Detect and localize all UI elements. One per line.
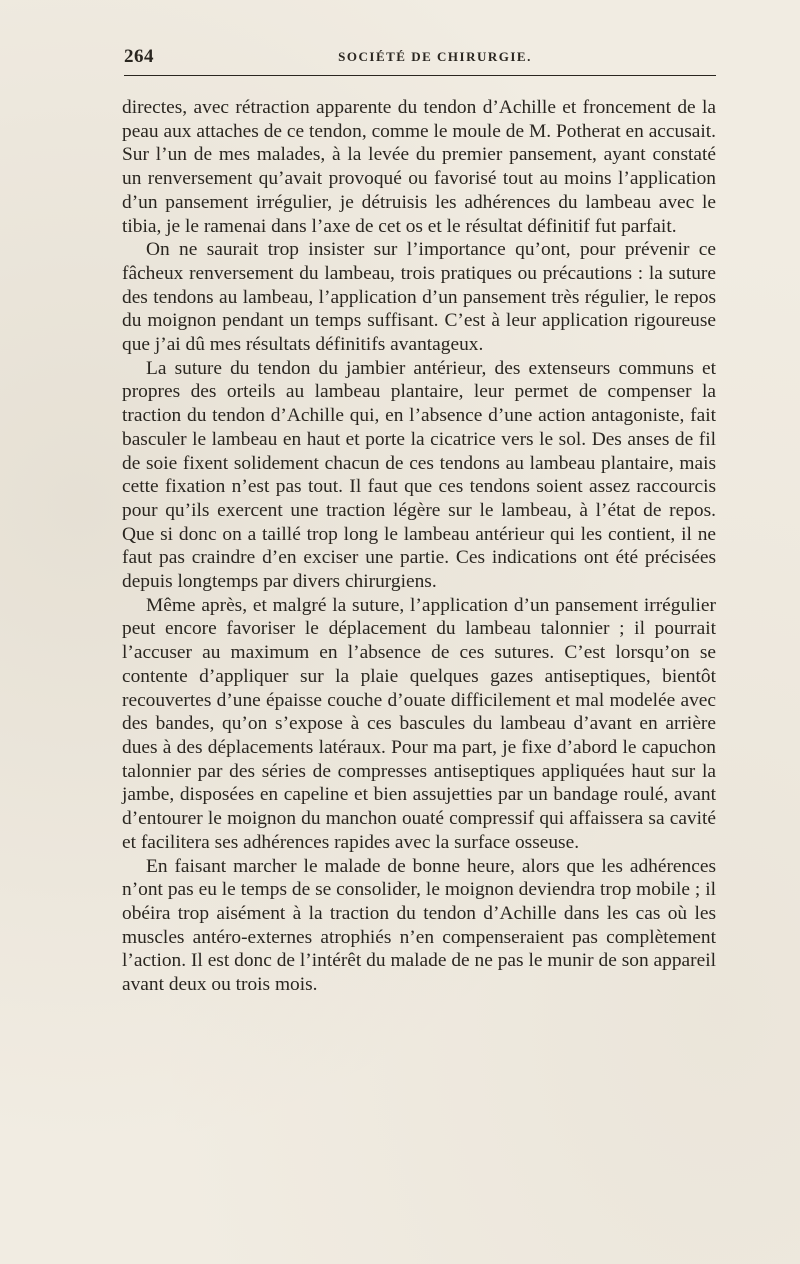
header-rule: [124, 75, 716, 76]
paragraph: directes, avec rétraction apparente du tendon d’Achille et froncement de la peau aux attaches de ce tendon, comme le moule de M. Potherat en accusait. Sur l’un de mes malades, à la levée du premier pansement, ayant constaté un renversement qu’avait provoqué ou favorisé tout au moins l’application d’un pansement irrégulier, je détruisis les adhérences du lambeau avec le tibia, je le ramenai dans l’axe de cet os et le résultat définitif fut parfait.: [122, 97, 716, 237]
paragraph: La suture du tendon du jambier antérieur, des extenseurs communs et propres des orteils au lambeau plantaire, leur permet de compenser la traction du tendon d’Achille qui, en l’absence d’une action antagoniste, fait basculer le lambeau en haut et porte la cicatrice vers le sol. Des anses de fil de soie fixent solidement chacun de ces tendons au lambeau plantaire, mais cette fixation n’est pas tout. Il faut que ces tendons soient assez raccourcis pour qu’ils exercent une traction légère sur le lambeau, à l’état de repos. Que si donc on a taillé trop long le lambeau antérieur qui les contient, il ne faut pas craindre d’en exciser une partie. Ces indications ont été précisées depuis longtemps par divers chirurgiens.: [122, 357, 716, 593]
body-text: [122, 96, 716, 997]
paragraph: Même après, et malgré la suture, l’application d’un pansement irrégulier peut encore favoriser le déplacement du lambeau talonnier ; il pourrait l’accuser au maximum en l’absence de ces sutures. C’est lorsqu’on se contente d’appliquer sur la plaie quelques gazes antiseptiques, bientôt recouvertes d’une épaisse couche d’ouate difficilement et mal modelée avec des bandes, qu’on s’expose à ces bascules du lambeau d’avant en arrière dues à des déplacements latéraux. Pour ma part, je fixe d’abord le capuchon talonnier par des séries de compresses antiseptiques appliquées haut sur la jambe, disposées en capeline et bien assujetties par un bandage roulé, avant d’entourer le moignon du manchon ouaté compressif qui affaissera sa cavité et facilitera ses adhérences rapides avec la surface osseuse.: [122, 594, 716, 853]
page-header: [124, 46, 716, 70]
paragraph: En faisant marcher le malade de bonne heure, alors que les adhérences n’ont pas eu le temps de se consolider, le moignon deviendra trop mobile ; il obéira trop aisément à la traction du tendon d’Achille dans les cas où les muscles antéro-externes atrophiés n’en compenseraient pas complètement l’action. Il est donc de l’intérêt du malade de ne pas le munir de son appareil avant deux ou trois mois.: [122, 855, 716, 996]
running-title: SOCIÉTÉ DE CHIRURGIE.: [338, 49, 532, 64]
page-number: 264: [124, 46, 154, 67]
paragraph: On ne saurait trop insister sur l’importance qu’ont, pour prévenir ce fâcheux renversement du lambeau, trois pratiques ou précautions : la suture des tendons au lambeau, l’application d’un pansement très régulier, le repos du moignon pendant un temps suffisant. C’est à leur application rigoureuse que j’ai dû mes résultats définitifs avantageux.: [122, 239, 716, 356]
